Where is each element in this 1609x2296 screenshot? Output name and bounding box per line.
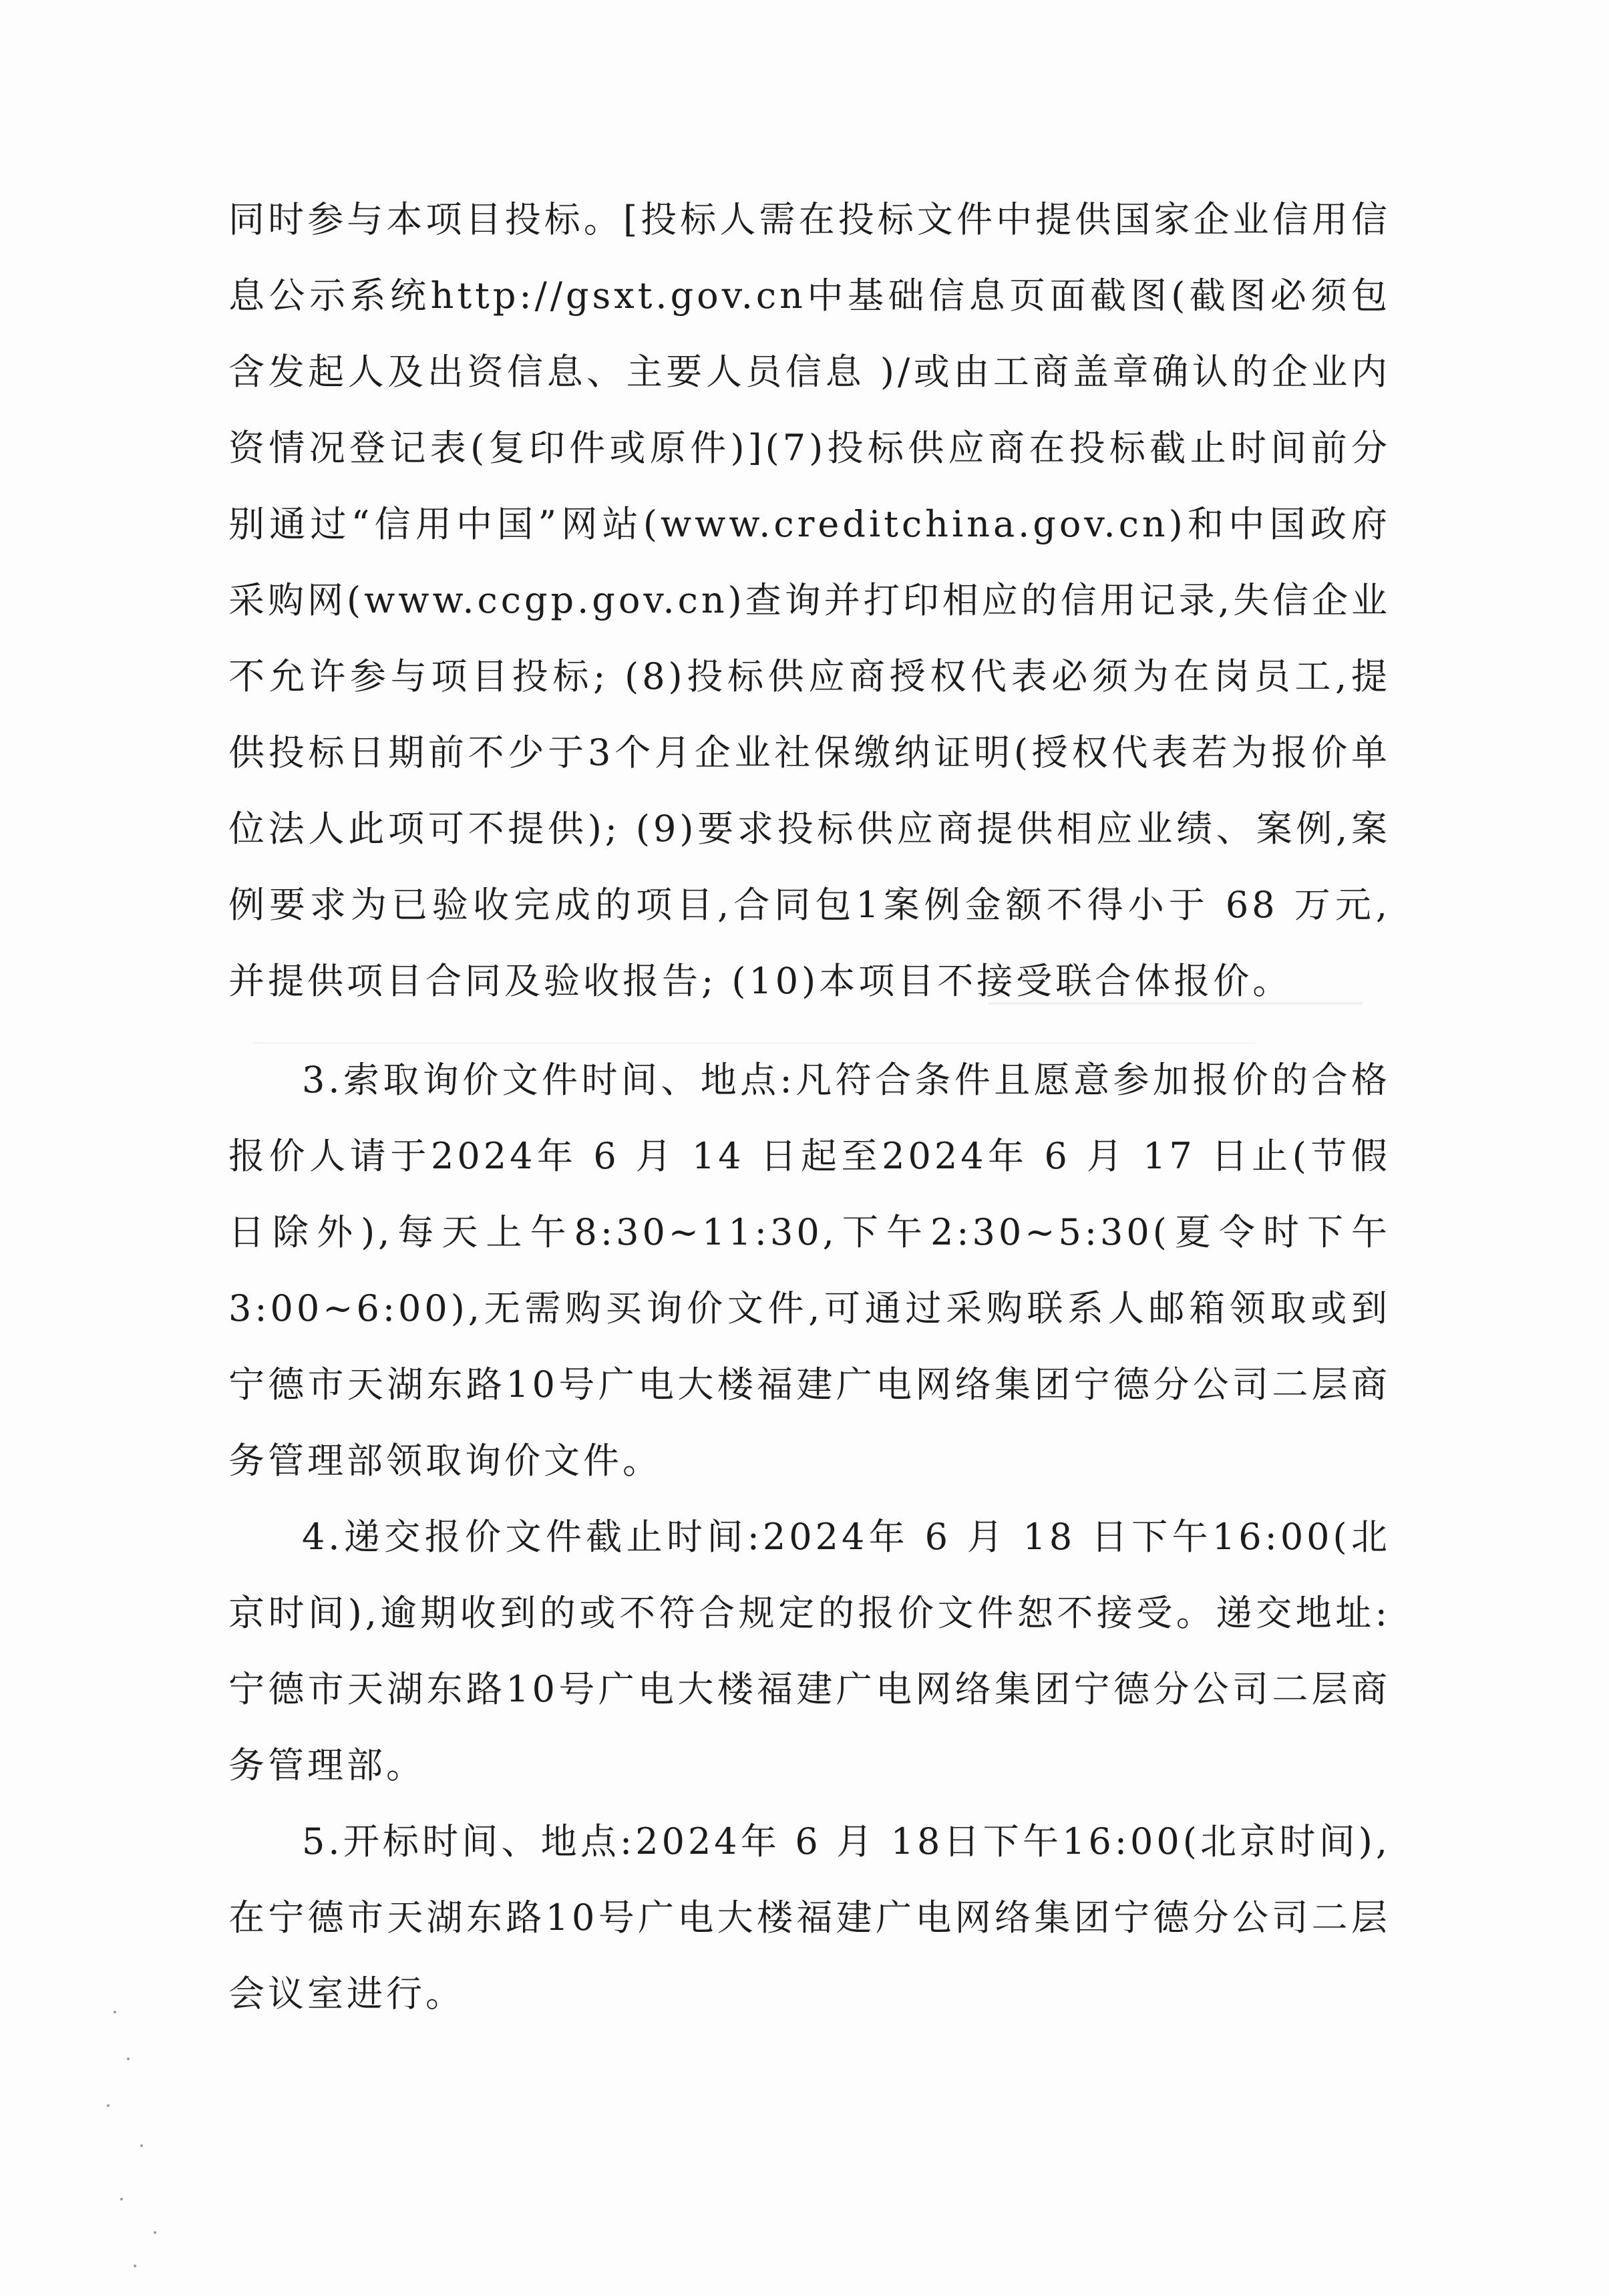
scan-speck: [114, 2011, 116, 2013]
scan-speck: [120, 2198, 123, 2200]
paragraph-qualifications: 同时参与本项目投标。[投标人需在投标文件中提供国家企业信用信息公示系统http://gsxt.gov.cn中基础信息页面截图(截图必须包含发起人及出资信息、主要人员信息 )/或由工商盖章确认的企业内资情况登记表(复印件或原件)](7)投标供应商在投标截止时间前分别通过“信用中国”网站(www.creditchina.gov.cn)和中国政府采购网(www.ccgp.gov.cn)查询并打印相应的信用记录,失信企业不允许参与项目投标; (8)投标供应商授权代表必须为在岗员工,提供投标日期前不少于3个月企业社保缴纳证明(授权代表若为报价单位法人此项可不提供); (9)要求投标供应商提供相应业绩、案例,案例要求为已验收完成的项目,合同包1案例金额不得小于 68 万元,并提供项目合同及验收报告; (10)本项目不接受联合体报价。: [228, 198, 1391, 1002]
scan-speck: [127, 2058, 130, 2060]
scan-speck: [140, 2144, 143, 2147]
paragraph-bid-opening: 5.开标时间、地点:2024年 6 月 18日下午16:00(北京时间),在宁德市天湖东路10号广电大楼福建广电网络集团宁德分公司二层会议室进行。: [228, 1820, 1391, 2015]
scan-speck: [154, 2231, 156, 2234]
document-body: [228, 182, 1391, 2032]
paragraph-submission-deadline: 4.递交报价文件截止时间:2024年 6 月 18 日下午16:00(北京时间),逾期收到的或不符合规定的报价文件恕不接受。递交地址:宁德市天湖东路10号广电大楼福建广电网络集团宁德分公司二层商务管理部。: [228, 1516, 1391, 1786]
scan-speck: [107, 2104, 110, 2107]
scan-speck: [134, 2265, 136, 2267]
paragraph-obtain-documents: 3.索取询价文件时间、地点:凡符合条件且愿意参加报价的合格报价人请于2024年 6 月 14 日起至2024年 6 月 17 日止(节假日除外),每天上午8:30~11:30,下午2:30~5:30(夏令时下午3:00~6:00),无需购买询价文件,可通过采购联系人邮箱领取或到宁德市天湖东路10号广电大楼福建广电网络集团宁德分公司二层商务管理部领取询价文件。: [228, 1059, 1391, 1482]
